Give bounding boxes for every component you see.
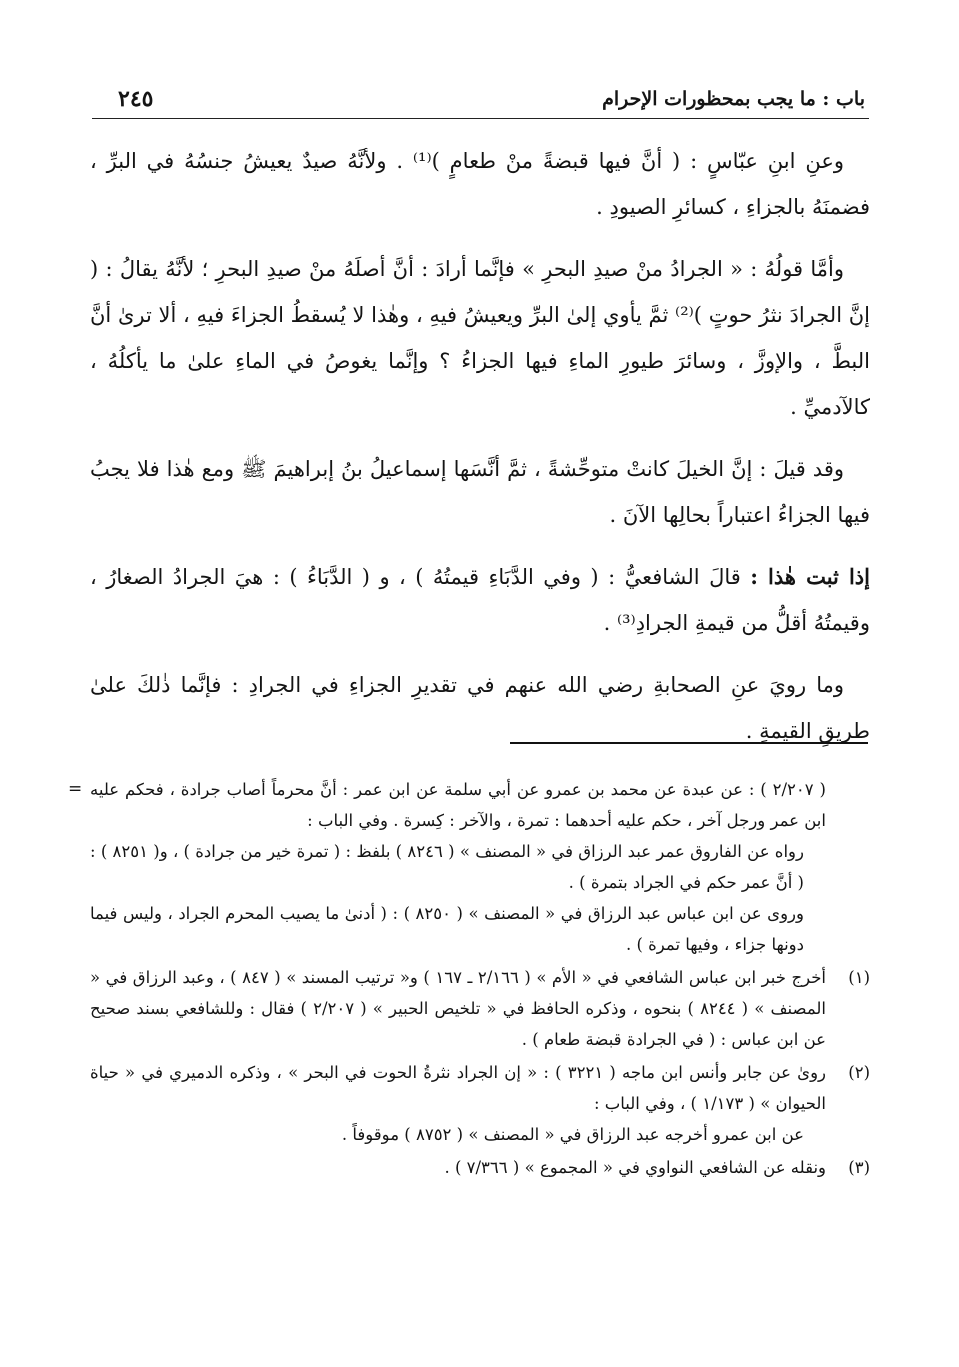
footnote-subline: رواه عن الفاروق عمر عبد الرزاق في « المصنف » ( ٨٢٤٦ ) بلفظ : ( تمرة خير من جرادة ) ، و( ٨٢٥١ ) : ( أنَّ عمر حكم في الجراد بتمرة ) .	[90, 842, 804, 892]
paragraph	[90, 446, 870, 538]
footnote-divider	[510, 742, 868, 744]
page-header	[92, 82, 869, 119]
footnote-1	[90, 962, 870, 1055]
paragraph	[90, 662, 870, 754]
footnote-text: رویٰ عن جابر وأنس ابن ماجه ( ٣٢٢١ ) : « إن الجراد نثرةُ الحوت في البحر » ، وذكره الدميري في « حياة الحيوان » ( ١/١٧٣ ) ، وفي الباب :	[90, 1063, 826, 1113]
footnote-subline: عن ابن عمرو أخرجه عبد الرزاق في « المصنف » ( ٨٧٥٢ ) موقوفاً .	[341, 1125, 804, 1144]
footnote-2	[90, 1057, 870, 1150]
chapter-title: باب : ما يجب بمحظورات الإحرام	[602, 88, 865, 110]
main-text	[90, 138, 870, 770]
paragraph-text: قالَ الشافعيُّ : ( وفي الدَّبَاءِ قيمتُهُ ) ، و ( الدَّبَاءُ ) : هيَ الجرادُ الصغارُ ، وقيمتُهُ أقلُّ من قيمةِ الجرادِ⁽³⁾ .	[90, 565, 870, 635]
paragraph	[90, 246, 870, 430]
continuation-mark: =	[68, 779, 83, 799]
footnote-text: ( ٢/٢٠٧ ) : عن عبدة عن محمد بن عمرو عن أبي سلمة عن ابن عمر : أنَّ محرماً أصاب جرادة ، فحكم عليه ابن عمر ورجل آخر ، حكم عليه أحدهما : تمرة ، والآخر : كِسرة . وفي الباب :	[90, 780, 826, 830]
footnote-subline: وروى عن ابن عباس عبد الرزاق في « المصنف » ( ٨٢٥٠ ) : ( أدنىٰ ما يصيب المحرم الجراد ، وليس فيما دونها جزاء ، وفيها تمرة ) .	[90, 904, 804, 954]
paragraph-lead: إذا ثبت هٰذا :	[750, 564, 870, 589]
footnote-marker: (٢)	[848, 1063, 870, 1082]
paragraph-text: وما رويَ عنِ الصحابةِ رضي الله عنهم في تقديرِ الجزاءِ في الجرادِ : فإنَّما ذٰلكَ علىٰ طريقِ القيمةِ .	[90, 673, 870, 743]
footnote-marker: (٣)	[848, 1158, 870, 1177]
footnote-continuation	[68, 774, 870, 960]
footnote-text: أخرج خبر ابن عباس الشافعي في « الأم » ( ٢/١٦٦ ـ ١٦٧ ) و« ترتيب المسند » ( ٨٤٧ ) ، وعبد الرزاق في « المصنف » ( ٨٢٤٤ ) بنحوه ، وذكره الحافظ في « تلخيص الحبير » ( ٢/٢٠٧ ) فقال : وللشافعي بسند صحيح عن ابن عباس : ( في الجرادة قبضة طعام ) .	[90, 968, 826, 1049]
paragraph	[90, 554, 870, 646]
paragraph-text: وقد قيلَ : إنَّ الخيلَ كانتْ متوحِّشةً ، ثمَّ أنَّسَها إسماعيلُ بنُ إبراهيمَ ﷺ ومع هٰذا فلا يجبُ فيها الجزاءُ اعتباراً بحالِها الآنَ .	[90, 457, 870, 527]
footnotes	[68, 774, 870, 1183]
footnote-marker: (١)	[848, 968, 870, 987]
footnote-3	[90, 1152, 870, 1183]
page-number: ٢٤٥	[118, 86, 154, 112]
paragraph	[90, 138, 870, 230]
paragraph-text: وعنِ ابنِ عبّاسٍ : ( أنَّ فيها قبضةً منْ طعامٍ )⁽¹⁾ . ولأنَّهُ صيدٌ يعيشُ جنسُهُ في البرِّ ، فضمنَهُ بالجزاءِ ، كسائرِ الصيودِ .	[90, 149, 870, 219]
footnote-text: ونقله عن الشافعي النواوي في « المجموع » ( ٧/٣٦٦ ) .	[444, 1158, 826, 1177]
paragraph-text: وأمَّا قولُهُ : « الجرادُ منْ صيدِ البحرِ » فإنَّما أرادَ : أنَّ أصلَهُ منْ صيدِ البحرِ ؛ لأنَّهُ يقالُ : ( إنَّ الجرادَ نثرُ حوتٍ )⁽²⁾ ثمَّ يأوي إلىٰ البرِّ ويعيشُ فيهِ ، وهٰذا لا يُسقطُ الجزاءَ فيهِ ، ألا ترىٰ أنَّ البطَّ ، والإوزَّ ، وسائرَ طيورِ الماءِ فيها الجزاءُ ؟ وإنَّما يغوصُ في الماءِ علىٰ ما يأكلُهُ ، كالآدميِّ .	[90, 257, 870, 419]
